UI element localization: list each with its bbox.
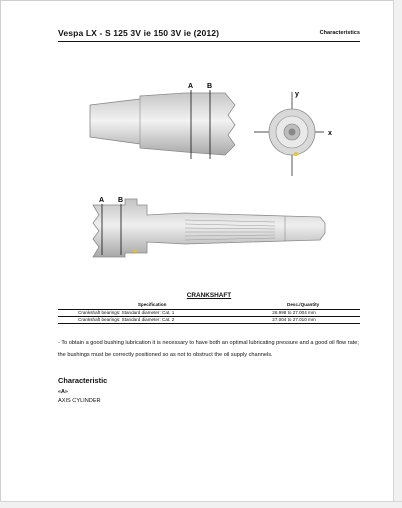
label-b: B [207,83,213,90]
oil-hole-marker [133,249,137,253]
page-bottom-shadow [0,501,402,508]
label-a: A [188,83,194,90]
table-header-row [58,302,360,310]
shaft-body [93,199,325,257]
shaft-body [90,93,235,155]
oil-hole-marker [294,152,298,156]
table-cell: 27.004 to 27.010 mm [246,317,360,324]
table-cell: 26.998 to 27.004 mm [246,310,360,317]
table-row [58,317,360,324]
document-title: Vespa LX - S 125 3V ie 150 3V ie (2012) [58,28,220,38]
column-header-quantity: Desc./Quantity [246,302,360,310]
crankshaft-splined-figure [85,193,335,263]
crankshaft-end-view-figure [250,88,350,178]
table-cell: Crankshaft bearings: Standard diameter: Cat. 2 [58,317,246,324]
crankshaft-side-figure [85,80,245,165]
label-a: A [99,197,105,204]
table-caption: CRANKSHAFT [186,292,232,299]
page-edge-shadow [393,0,402,508]
table-row [58,310,360,317]
section-label: Characteristics [319,30,360,36]
column-header-specification: Specification [58,302,246,310]
crankshaft-spec-table [58,302,360,324]
characteristic-item: AXIS CYLINDER [58,398,101,404]
header-rule [58,41,360,42]
label-y: y [295,91,299,98]
characteristic-code: «A» [58,389,68,395]
label-b: B [118,197,124,204]
table-cell: Crankshaft bearings: Standard diameter: Cat. 1 [58,310,246,317]
characteristic-heading: Characteristic [58,376,108,385]
lubrication-note: - To obtain a good bushing lubrication it is necessary to have both an optimal lubricating pressure and a good oil flow rate; the bushings must be correctly positioned so as not to obstruct the oil supply channels. [58,340,359,358]
label-x: x [328,130,332,137]
